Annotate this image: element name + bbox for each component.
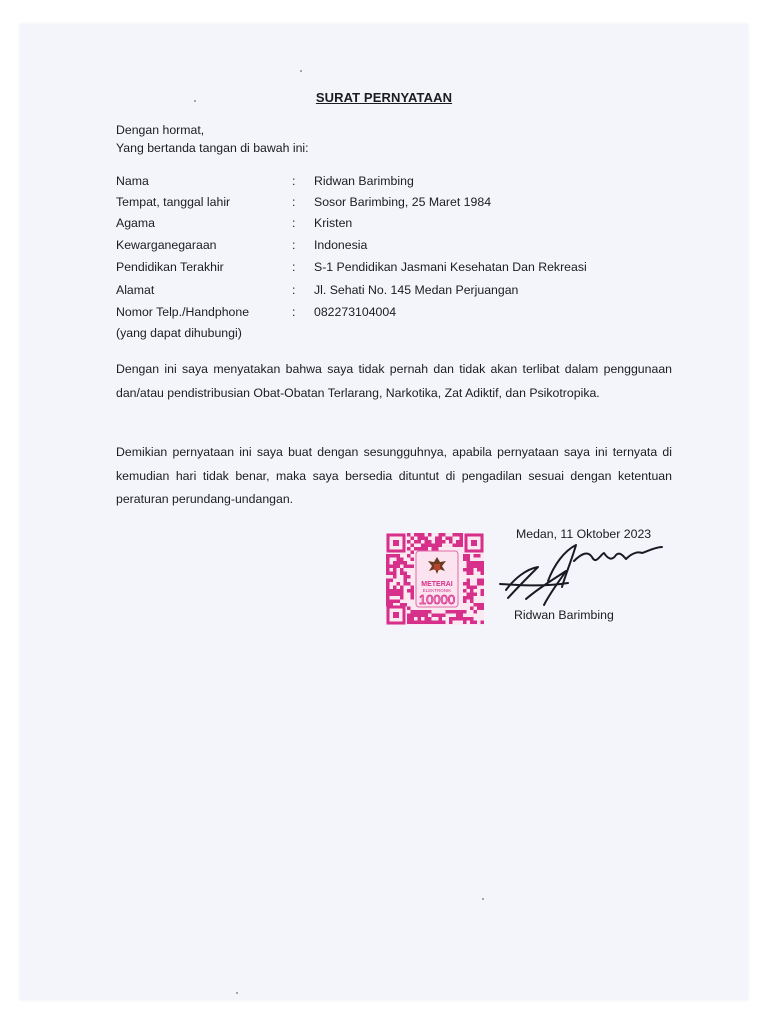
salutation: Dengan hormat, — [116, 123, 205, 137]
qr-module — [463, 554, 467, 558]
qr-module — [456, 617, 460, 621]
qr-module — [470, 621, 474, 625]
qr-module — [386, 568, 390, 572]
qr-module — [467, 568, 471, 572]
qr-module — [386, 596, 390, 600]
qr-module — [414, 540, 418, 544]
qr-module — [470, 589, 474, 593]
qr-module — [418, 617, 422, 621]
qr-module — [390, 600, 394, 604]
e-meterai-stamp — [386, 533, 484, 625]
qr-module — [428, 621, 432, 625]
qr-module — [411, 610, 415, 614]
qr-module — [442, 533, 446, 537]
signer-name: Ridwan Barimbing — [514, 608, 614, 622]
qr-module — [481, 603, 485, 607]
field-colon: : — [292, 216, 296, 230]
qr-module — [418, 610, 422, 614]
qr-module — [481, 582, 485, 586]
qr-module — [477, 568, 481, 572]
document-title: SURAT PERNYATAAN — [315, 90, 453, 105]
qr-module — [439, 540, 443, 544]
field-value: Kristen — [314, 216, 353, 230]
qr-module — [393, 572, 397, 576]
qr-module — [407, 540, 411, 544]
qr-module — [435, 621, 439, 625]
qr-module — [421, 533, 425, 537]
qr-module — [386, 565, 390, 569]
qr-module — [481, 589, 485, 593]
qr-module — [425, 537, 429, 541]
qr-module — [456, 614, 460, 618]
qr-module — [477, 554, 481, 558]
qr-module — [477, 561, 481, 565]
statement-paragraph: Dengan ini saya menyatakan bahwa saya tidak pernah dan tidak akan terlibat dalam penggunaan dan/atau pendistribusian Obat-Obatan Terlarang, Narkotika, Zat Adiktif, dan Psikotropika. — [116, 362, 672, 400]
qr-module — [425, 621, 429, 625]
qr-module — [400, 561, 404, 565]
qr-module — [414, 621, 418, 625]
qr-module — [404, 579, 408, 583]
qr-module — [463, 596, 467, 600]
qr-module — [414, 547, 418, 551]
qr-module — [481, 579, 485, 583]
qr-module — [400, 586, 404, 590]
qr-module — [474, 621, 478, 625]
qr-module — [404, 561, 408, 565]
qr-module — [456, 610, 460, 614]
closing-paragraph: Demikian pernyataan ini saya buat dengan sesungguhnya, apabila pernyataan saya ini ternyata di kemudian hari tidak benar, maka saya bersedia dituntut di pengadilan sesuai dengan ketentuan peraturan perundang-undangan. — [116, 445, 672, 506]
qr-module — [397, 593, 401, 597]
qr-module — [470, 572, 474, 576]
qr-module — [386, 589, 390, 593]
qr-module — [481, 561, 485, 565]
qr-module — [432, 547, 436, 551]
qr-module — [449, 540, 453, 544]
qr-module — [435, 614, 439, 618]
qr-module — [404, 575, 408, 579]
qr-module — [463, 558, 467, 562]
field-colon: : — [292, 174, 296, 188]
qr-module — [414, 614, 418, 618]
qr-module — [411, 621, 415, 625]
qr-module — [411, 617, 415, 621]
stamp-value: 10000 — [418, 592, 456, 607]
qr-module — [463, 610, 467, 614]
qr-module — [390, 579, 394, 583]
field-label: Agama — [116, 216, 155, 230]
qr-module — [407, 547, 411, 551]
qr-module — [453, 533, 457, 537]
qr-module — [481, 607, 485, 611]
qr-module — [407, 589, 411, 593]
qr-module — [439, 544, 443, 548]
qr-module — [481, 593, 485, 597]
qr-module — [439, 533, 443, 537]
qr-module — [470, 586, 474, 590]
field-label: Nama — [116, 174, 149, 188]
qr-module — [425, 547, 429, 551]
qr-module — [467, 572, 471, 576]
qr-module — [397, 554, 401, 558]
qr-module — [470, 607, 474, 611]
field-label: Pendidikan Terakhir — [116, 260, 224, 274]
qr-module — [435, 547, 439, 551]
qr-module — [481, 621, 485, 625]
qr-module — [456, 533, 460, 537]
qr-module — [421, 610, 425, 614]
stamp-label: METERAI — [421, 581, 453, 588]
qr-module — [411, 589, 415, 593]
qr-module — [474, 586, 478, 590]
qr-module — [467, 554, 471, 558]
qr-module — [470, 617, 474, 621]
field-colon: : — [292, 195, 296, 209]
qr-module — [442, 540, 446, 544]
qr-module — [460, 537, 464, 541]
qr-module — [474, 554, 478, 558]
qr-module — [439, 614, 443, 618]
qr-module — [390, 589, 394, 593]
qr-module — [453, 544, 457, 548]
qr-module — [449, 617, 453, 621]
qr-module — [425, 544, 429, 548]
qr-module — [411, 544, 415, 548]
qr-module — [407, 607, 411, 611]
qr-module — [474, 603, 478, 607]
qr-module — [460, 617, 464, 621]
qr-module — [467, 582, 471, 586]
qr-module — [418, 614, 422, 618]
qr-module — [390, 565, 394, 569]
qr-module — [439, 537, 443, 541]
qr-module — [467, 593, 471, 597]
qr-module — [407, 621, 411, 625]
qr-module — [477, 607, 481, 611]
qr-module — [425, 540, 429, 544]
qr-module — [386, 600, 390, 604]
qr-module — [386, 554, 390, 558]
qr-module — [470, 561, 474, 565]
field-value: Jl. Sehati No. 145 Medan Perjuangan — [314, 283, 519, 297]
qr-module — [453, 610, 457, 614]
qr-module — [393, 575, 397, 579]
qr-module — [446, 537, 450, 541]
qr-module — [411, 593, 415, 597]
qr-module — [400, 593, 404, 597]
qr-module — [386, 558, 390, 562]
qr-module — [397, 589, 401, 593]
qr-module — [407, 575, 411, 579]
qr-module — [474, 610, 478, 614]
qr-module — [467, 558, 471, 562]
qr-module — [463, 568, 467, 572]
qr-module — [425, 614, 429, 618]
qr-module — [418, 547, 422, 551]
qr-module — [453, 617, 457, 621]
qr-module — [407, 554, 411, 558]
qr-module — [439, 621, 443, 625]
field-label: Tempat, tanggal lahir — [116, 195, 231, 209]
paper-speck — [482, 898, 484, 900]
qr-module — [435, 540, 439, 544]
qr-module — [449, 610, 453, 614]
qr-module — [467, 586, 471, 590]
qr-module — [421, 614, 425, 618]
qr-module — [442, 621, 446, 625]
qr-module — [390, 572, 394, 576]
qr-module — [421, 544, 425, 548]
qr-module — [467, 596, 471, 600]
qr-module — [474, 561, 478, 565]
field-colon: : — [292, 305, 296, 319]
field-colon: : — [292, 238, 296, 252]
qr-module — [463, 582, 467, 586]
qr-module — [400, 596, 404, 600]
qr-module — [393, 561, 397, 565]
field-colon: : — [292, 260, 296, 274]
qr-module — [407, 614, 411, 618]
qr-module — [418, 533, 422, 537]
qr-module — [404, 565, 408, 569]
field-value: Indonesia — [314, 238, 368, 252]
qr-module — [411, 551, 415, 555]
qr-module — [418, 621, 422, 625]
qr-module — [400, 558, 404, 562]
qr-module — [411, 596, 415, 600]
place-date: Medan, 11 Oktober 2023 — [516, 527, 652, 541]
qr-module — [467, 579, 471, 583]
qr-module — [393, 554, 397, 558]
qr-module — [463, 621, 467, 625]
qr-module — [460, 540, 464, 544]
qr-module — [397, 565, 401, 569]
qr-module — [411, 558, 415, 562]
qr-module — [421, 621, 425, 625]
qr-module — [439, 617, 443, 621]
qr-module — [414, 610, 418, 614]
qr-module — [432, 544, 436, 548]
qr-module — [460, 610, 464, 614]
field-colon: : — [292, 283, 296, 297]
qr-module — [386, 561, 390, 565]
qr-module — [460, 533, 464, 537]
qr-module — [386, 582, 390, 586]
qr-module — [397, 600, 401, 604]
field-value: Ridwan Barimbing — [314, 174, 414, 188]
qr-module — [404, 582, 408, 586]
qr-module — [393, 568, 397, 572]
qr-module — [407, 565, 411, 569]
field-label: Alamat — [116, 283, 155, 297]
qr-module — [463, 589, 467, 593]
qr-module — [477, 603, 481, 607]
qr-module — [467, 561, 471, 565]
qr-module — [407, 582, 411, 586]
qr-module — [456, 540, 460, 544]
qr-module — [393, 600, 397, 604]
qr-module — [397, 582, 401, 586]
qr-module — [407, 533, 411, 537]
qr-module — [393, 593, 397, 597]
qr-module — [386, 586, 390, 590]
qr-module — [397, 558, 401, 562]
qr-module — [400, 568, 404, 572]
qr-module — [467, 565, 471, 569]
qr-module — [460, 544, 464, 548]
qr-module — [477, 582, 481, 586]
qr-module — [390, 554, 394, 558]
paper-speck — [194, 100, 196, 102]
qr-module — [435, 544, 439, 548]
qr-module — [446, 610, 450, 614]
qr-module — [393, 586, 397, 590]
field-label: Kewarganegaraan — [116, 238, 217, 252]
qr-module — [428, 610, 432, 614]
qr-module — [407, 617, 411, 621]
qr-module — [428, 617, 432, 621]
qr-module — [393, 589, 397, 593]
paper-speck — [236, 992, 238, 994]
phone-note: (yang dapat dihubungi) — [116, 326, 242, 340]
qr-module — [470, 568, 474, 572]
qr-module — [425, 610, 429, 614]
qr-module — [414, 533, 418, 537]
qr-module — [463, 600, 467, 604]
qr-module — [411, 586, 415, 590]
qr-module — [400, 572, 404, 576]
qr-module — [432, 621, 436, 625]
qr-module — [463, 617, 467, 621]
qr-module — [428, 544, 432, 548]
qr-module — [411, 537, 415, 541]
qr-module — [428, 540, 432, 544]
field-value: 082273104004 — [314, 305, 397, 319]
qr-module — [470, 596, 474, 600]
qr-module — [449, 621, 453, 625]
qr-module — [477, 565, 481, 569]
qr-module — [386, 593, 390, 597]
qr-module — [393, 565, 397, 569]
qr-module — [467, 617, 471, 621]
qr-module — [449, 537, 453, 541]
qr-module — [404, 572, 408, 576]
qr-module — [481, 572, 485, 576]
qr-module — [411, 614, 415, 618]
qr-module — [481, 568, 485, 572]
qr-module — [474, 593, 478, 597]
qr-module — [386, 572, 390, 576]
qr-module — [421, 537, 425, 541]
field-value: S-1 Pendidikan Jasmani Kesehatan Dan Rekreasi — [314, 260, 587, 274]
intro-line: Yang bertanda tangan di bawah ini: — [116, 141, 309, 155]
paper-speck — [300, 70, 302, 72]
qr-module — [477, 579, 481, 583]
qr-module — [470, 600, 474, 604]
qr-module — [390, 593, 394, 597]
qr-module — [386, 579, 390, 583]
qr-module — [470, 593, 474, 597]
qr-module — [418, 537, 422, 541]
qr-module — [428, 533, 432, 537]
qr-module — [425, 617, 429, 621]
qr-module — [397, 561, 401, 565]
qr-module — [481, 565, 485, 569]
qr-module — [470, 565, 474, 569]
handwritten-signature — [496, 535, 666, 610]
qr-module — [460, 614, 464, 618]
qr-module — [421, 547, 425, 551]
qr-module — [418, 540, 422, 544]
qr-module — [432, 614, 436, 618]
qr-module — [435, 537, 439, 541]
qr-module — [400, 589, 404, 593]
qr-module — [456, 544, 460, 548]
qr-module — [411, 565, 415, 569]
stamp-sublabel: ELEKTRONIK — [422, 588, 452, 593]
qr-module — [442, 614, 446, 618]
field-value: Sosor Barimbing, 25 Maret 1984 — [314, 195, 492, 209]
qr-module — [474, 565, 478, 569]
field-label: Nomor Telp./Handphone — [116, 305, 250, 319]
